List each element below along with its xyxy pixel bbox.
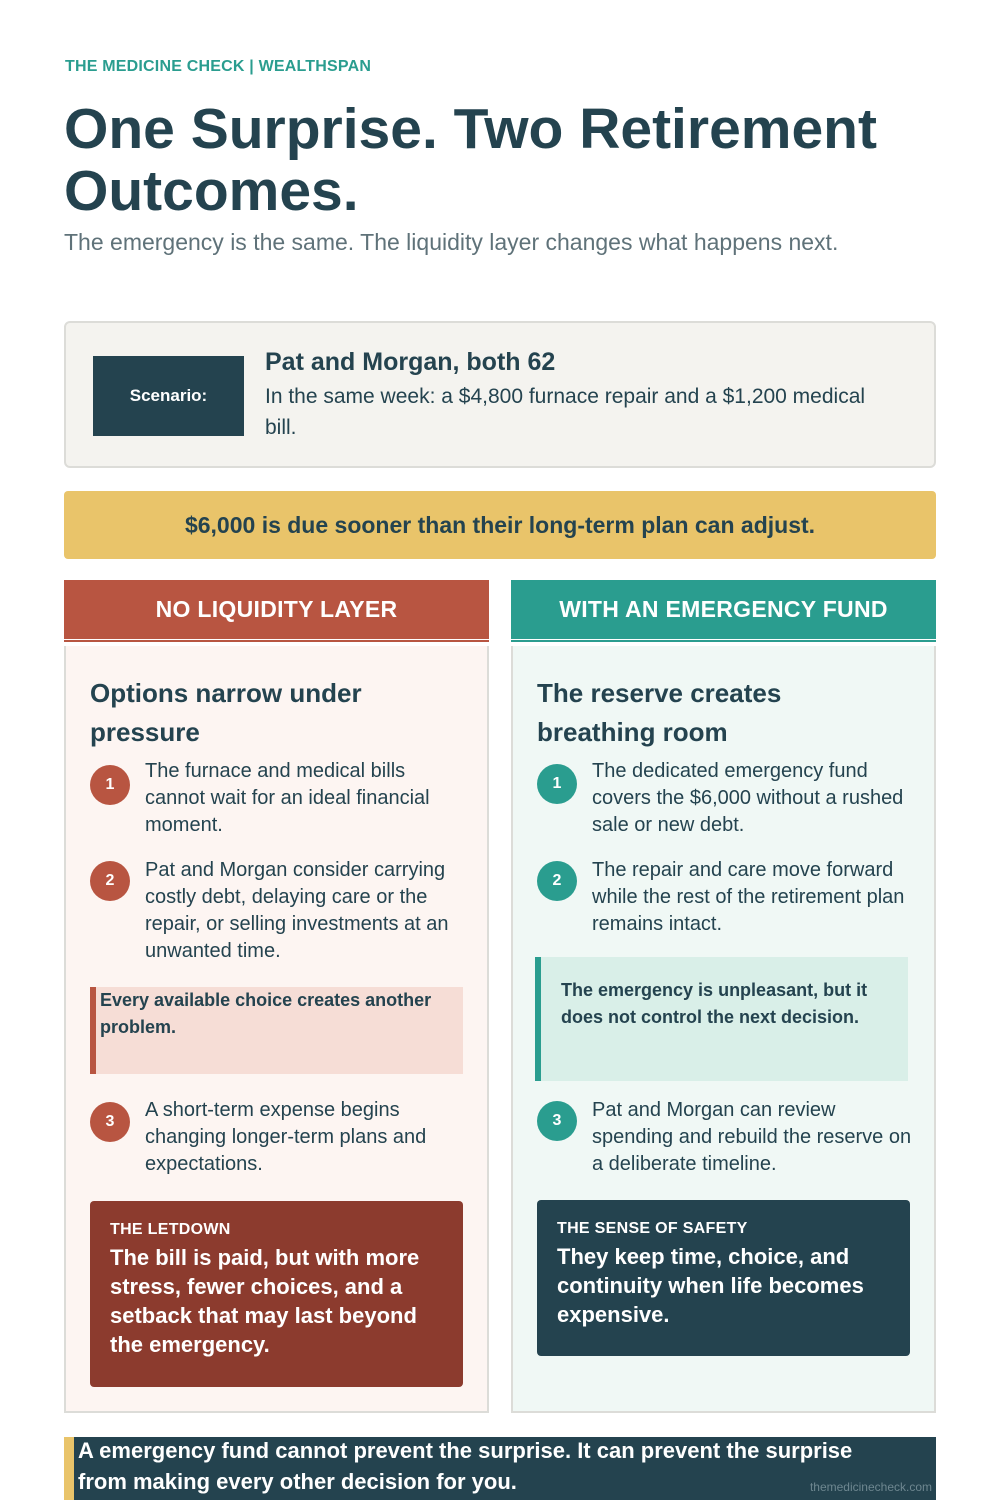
step-text: Pat and Morgan consider carrying costly debt, delaying care or the repair, or selling investments at an unwanted time. — [145, 859, 449, 962]
step-text: The dedicated emergency fund covers the $6,000 without a rushed sale or new debt. — [592, 760, 904, 836]
step-number: 1 — [90, 765, 130, 805]
page-title: One Surprise. Two Retirement Outcomes. — [64, 97, 877, 223]
footer-site-link[interactable]: themedicinecheck.com — [809, 1480, 932, 1494]
scenario-text: In the same week: a $4,800 furnace repair and a $1,200 medical bill. — [265, 385, 866, 439]
pull-quote: The emergency is unpleasant, but it does not control the next decision. — [535, 957, 908, 1081]
step-number: 3 — [90, 1102, 130, 1142]
step-text: A short-term expense begins changing longer-term plans and expectations. — [145, 1099, 427, 1175]
no-liquidity-column — [64, 580, 489, 1413]
callout-text: The bill is paid, but with more stress, fewer choices, and a setback that may last beyond the emergency. — [110, 1245, 420, 1357]
step-number: 2 — [90, 861, 130, 901]
alert-banner: $6,000 is due sooner than their long-term plan can adjust. — [64, 491, 936, 559]
scenario-name: Pat and Morgan, both 62 — [265, 348, 556, 376]
step-text: The furnace and medical bills cannot wait for an ideal financial moment. — [145, 760, 430, 836]
step-number: 2 — [537, 861, 577, 901]
step-number: 3 — [537, 1101, 577, 1141]
kicker: THE MEDICINE CHECK | WEALTHSPAN — [65, 58, 372, 75]
callout-label: THE SENSE OF SAFETY — [557, 1220, 748, 1237]
no-liquidity-header: NO LIQUIDITY LAYER — [64, 580, 489, 639]
footer-banner — [64, 1437, 936, 1500]
step-text: Pat and Morgan can review spending and rebuild the reserve on a deliberate timeline. — [592, 1099, 912, 1175]
scenario-tag: Scenario: — [93, 356, 244, 436]
column-title: The reserve creates breathing room — [537, 678, 782, 747]
column-title: Options narrow under pressure — [90, 678, 362, 747]
step-number: 1 — [537, 764, 577, 804]
scenario-box — [64, 321, 936, 468]
column-divider — [511, 639, 936, 642]
letdown-callout — [90, 1201, 463, 1387]
safety-callout — [537, 1200, 910, 1356]
step-text: The repair and care move forward while the rest of the retirement plan remains intact. — [592, 859, 905, 935]
emergency-fund-header: WITH AN EMERGENCY FUND — [511, 580, 936, 639]
page-subtitle: The emergency is the same. The liquidity layer changes what happens next. — [64, 229, 839, 255]
emergency-fund-column — [511, 580, 936, 1413]
column-divider — [64, 639, 489, 642]
footer-text: A emergency fund cannot prevent the surprise. It can prevent the surprise from making every other decision for you. — [78, 1438, 853, 1494]
pull-quote: Every available choice creates another problem. — [90, 987, 463, 1074]
callout-label: THE LETDOWN — [110, 1221, 231, 1238]
callout-text: They keep time, choice, and continuity when life becomes expensive. — [557, 1244, 864, 1327]
